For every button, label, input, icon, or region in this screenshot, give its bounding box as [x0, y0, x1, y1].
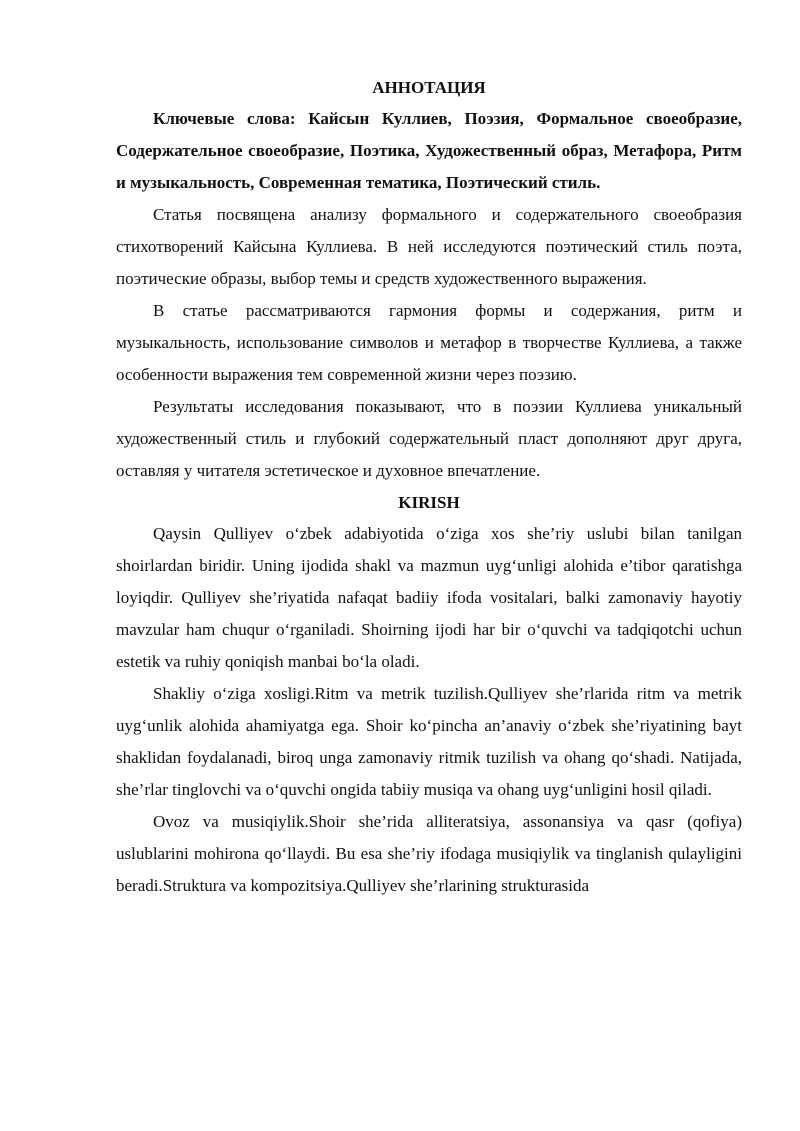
annotation-heading: АННОТАЦИЯ	[372, 78, 486, 97]
document-page	[116, 72, 742, 902]
introduction-paragraph: Qaysin Qulliyev o‘zbek adabiyotida o‘ziga xos she’riy uslubi bilan tanilgan shoirlardan biridir. Uning ijodida shakl va mazmun uyg‘unligi alohida e’tibor qaratishga loyiqdir. Qulliyev she’riyatida nafaqat badiiy ifoda vositalari, balki zamonaviy hayotiy mavzular ham chuqur o‘rganiladi. Shoirning ijodi har bir o‘quvchi va tadqiqotchi uchun estetik va ruhiy qoniqish manbai bo‘la oladi.	[116, 524, 742, 671]
annotation-paragraph: Результаты исследования показывают, что в поэзии Куллиева уникальный художественный стиль и глубокий содержательный пласт дополняют друг друга, оставляя у читателя эстетическое и духовное впечатление.	[116, 397, 742, 480]
introduction-heading: KIRISH	[398, 493, 460, 512]
introduction-paragraph: Ovoz va musiqiylik.Shoir she’rida alliteratsiya, assonansiya va qasr (qofiya) uslublarini mohirona qo‘llaydi. Bu esa she’riy ifodaga musiqiylik va tinglanish qulayligini beradi.Struktura va kompozitsiya.Qulliyev she’rlarining strukturasida	[116, 812, 742, 895]
introduction-paragraph: Shakliy o‘ziga xosligi.Ritm va metrik tuzilish.Qulliyev she’rlarida ritm va metrik uyg‘unlik alohida ahamiyatga ega. Shoir ko‘pincha an’anaviy o‘zbek she’riyatining bayt shaklidan foydalanadi, biroq unga zamonaviy ritmik tuzilish va ohang qo‘shadi. Natijada, she’rlar tinglovchi va o‘quvchi ongida tabiiy musiqa va ohang uyg‘unligini hosil qiladi.	[116, 684, 742, 799]
keywords-paragraph: Ключевые слова: Кайсын Куллиев, Поэзия, Формальное своеобразие, Содержательное своеобразие, Поэтика, Художественный образ, Метафора, Ритм и музыкальность, Современная тематика, Поэтический стиль.	[116, 109, 742, 192]
annotation-paragraph: В статье рассматриваются гармония формы и содержания, ритм и музыкальность, использование символов и метафор в творчестве Куллиева, а также особенности выражения тем современной жизни через поэзию.	[116, 301, 742, 384]
annotation-paragraph: Статья посвящена анализу формального и содержательного своеобразия стихотворений Кайсына Куллиева. В ней исследуются поэтический стиль поэта, поэтические образы, выбор темы и средств художественного выражения.	[116, 205, 742, 288]
